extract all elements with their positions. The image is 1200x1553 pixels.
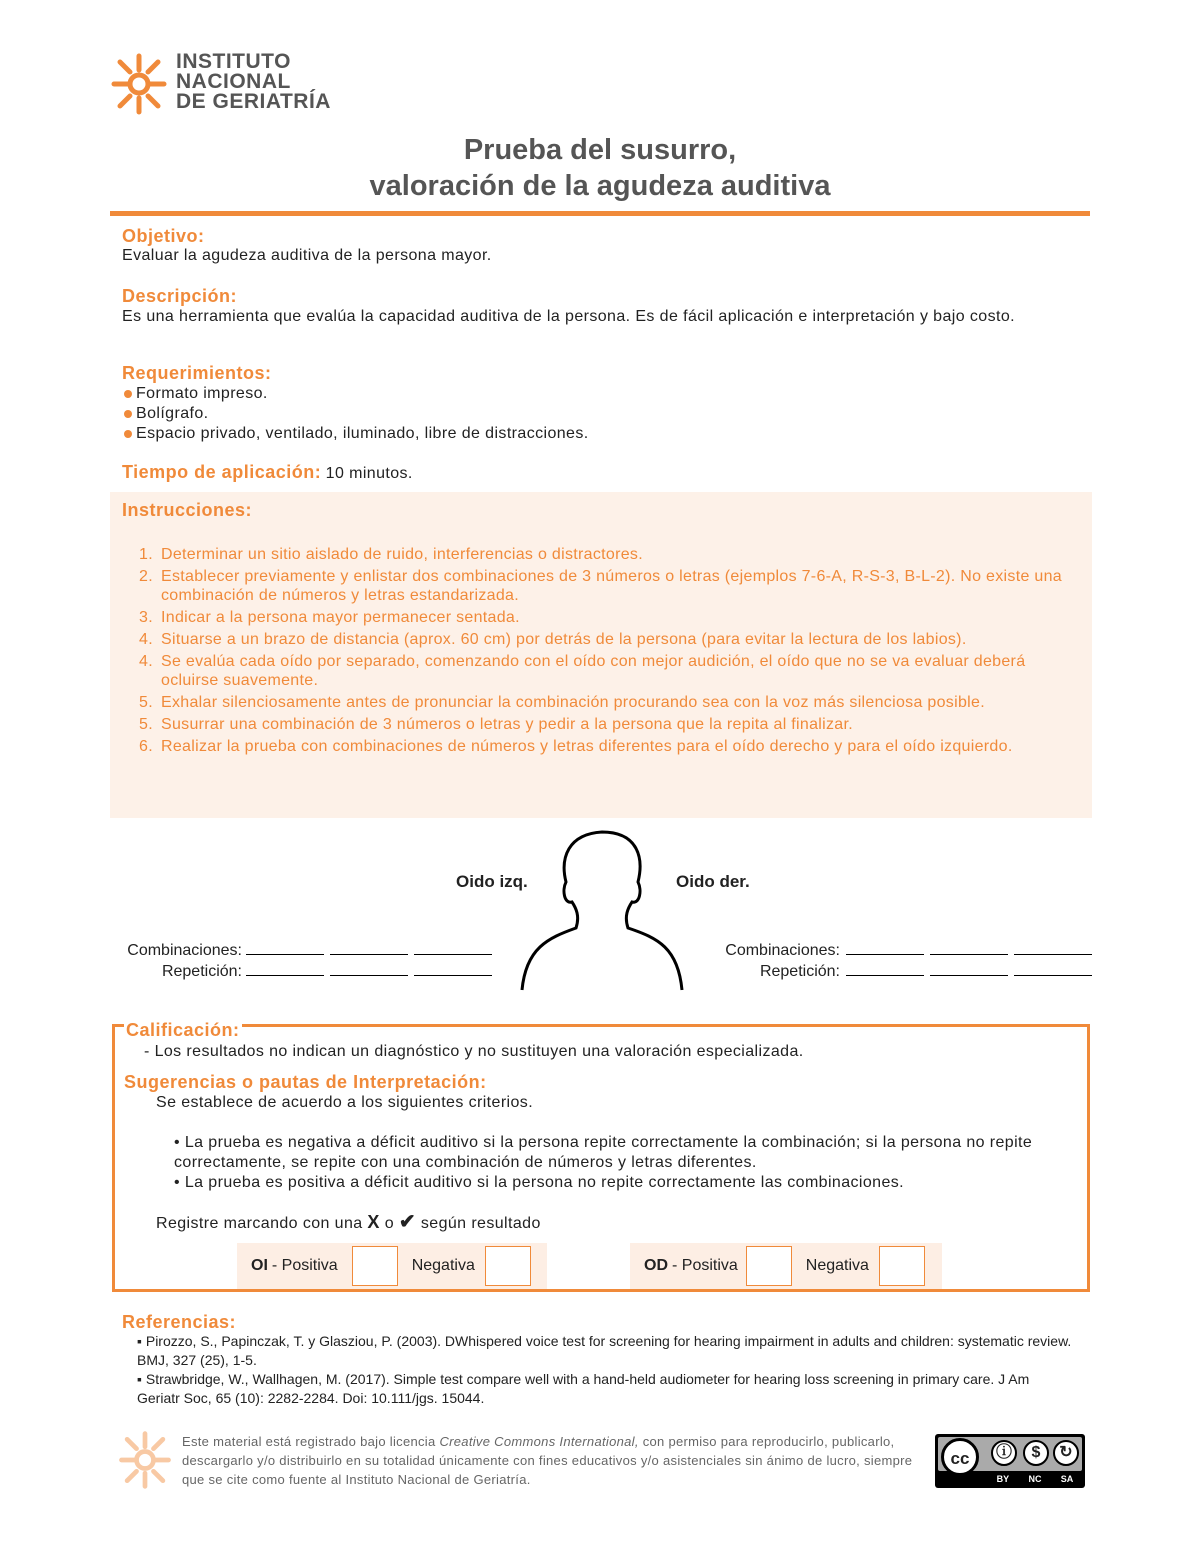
combinaciones-label: Combinaciones:: [725, 942, 840, 959]
list-item: 1. Determinar un sitio aislado de ruido, interferencias o distractores.: [139, 546, 643, 563]
institute-name: [176, 52, 331, 112]
list-item: 4. Situarse a un brazo de distancia (aprox. 60 cm) por detrás de la persona (para evitar la lectura de los labios).: [139, 631, 967, 648]
list-item: 2. Establecer previamente y enlistar dos combinaciones de 3 números o letras (ejemplos 7-6-A, R-S-3, B-L-2). No existe una combinación de números y letras estandarizada.: [139, 568, 1062, 604]
answer-blank[interactable]: [330, 961, 408, 976]
tiempo-section: [122, 462, 413, 483]
left-ear-label: Oido izq.: [456, 872, 528, 891]
nc-icon: $: [1023, 1440, 1049, 1466]
license-text: Este material está registrado bajo licencia Creative Commons International, con permiso para reproducirlo, publicarlo, descargarlo y/o distribuirlo en su totalidad únicamente con fines educativos y/o asistenciales sin ánimo de lucro, siempre que se cite como fuente al Instituto Nacional de Geriatría.: [182, 1434, 913, 1487]
repeticion-label: Repetición:: [161, 963, 242, 980]
x-mark: X: [367, 1212, 380, 1232]
right-combo-blanks: [840, 940, 1092, 982]
calificacion-note: - Los resultados no indican un diagnóstico y no sustituyen una valoración especializada.: [144, 1043, 804, 1060]
descripcion-text: Es una herramienta que evalúa la capacidad auditiva de la persona. Es de fácil aplicación e interpretación y bajo costo.: [122, 308, 1015, 325]
org-line-2: NACIONAL: [176, 70, 291, 93]
left-combo-labels: [112, 940, 242, 982]
requerimientos-section: [122, 363, 589, 444]
calificacion-label: Calificación:: [126, 1020, 240, 1040]
register-instruction: Registre marcando con una X o ✔ según resultado: [156, 1211, 541, 1233]
oi-positive-checkbox[interactable]: [352, 1246, 398, 1286]
criterion-negative: • La prueba es negativa a déficit auditivo si la persona repite correctamente la combinación; si la persona no repite correctamente, se repite con una combinación de números y letras diferentes.: [174, 1134, 1033, 1171]
list-item: Espacio privado, ventilado, iluminado, libre de distracciones.: [118, 424, 589, 444]
descripcion-section: [122, 286, 1084, 326]
requerimientos-list: [118, 384, 589, 444]
title-line-2: valoración de la agudeza auditiva: [369, 170, 831, 202]
objetivo-label: Objetivo:: [122, 226, 205, 246]
negativa-label: Negativa: [411, 1257, 475, 1274]
answer-blank[interactable]: [414, 940, 492, 955]
org-line-1: INSTITUTO: [176, 50, 291, 73]
sa-icon: ↻: [1053, 1440, 1079, 1466]
footer-logo-icon: [114, 1428, 176, 1492]
institute-logo: [108, 50, 170, 118]
descripcion-label: Descripción:: [122, 286, 238, 306]
head-silhouette-icon: [518, 828, 688, 992]
list-item: 5. Exhalar silenciosamente antes de pronunciar la combinación procurando sea con la voz más silenciosa posible.: [139, 694, 985, 711]
reference-item: ▪ Strawbridge, W., Wallhagen, M. (2017). Simple test compare well with a hand-held audiometer for hearing loss screening in primary care. J Am Geriatr Soc, 65 (10): 2282-2284. Doi: 10.111/jgs. 15044.: [137, 1371, 1030, 1406]
check-mark-icon: ✔: [398, 1211, 417, 1233]
objetivo-text: Evaluar la agudeza auditiva de la persona mayor.: [122, 247, 492, 264]
by-icon: ⓘ: [991, 1440, 1017, 1466]
org-line-3: DE GERIATRÍA: [176, 90, 331, 113]
list-item: 6. Realizar la prueba con combinaciones de números y letras diferentes para el oído derecho y para el oído izquierdo.: [139, 738, 1013, 755]
answer-blank[interactable]: [246, 961, 324, 976]
negativa-label: Negativa: [805, 1257, 869, 1274]
od-label: OD: [644, 1257, 668, 1274]
list-item: Bolígrafo.: [118, 404, 589, 424]
header-divider: [110, 211, 1090, 216]
answer-blank[interactable]: [1014, 961, 1092, 976]
cc-license-badge: [935, 1434, 1085, 1488]
right-ear-label: Oido der.: [676, 872, 750, 891]
od-negative-checkbox[interactable]: [879, 1246, 925, 1286]
cc-labels: BY NC SA: [996, 1474, 1074, 1484]
od-positive-checkbox[interactable]: [746, 1246, 792, 1286]
criterios-list: [174, 1133, 1074, 1193]
answer-blank[interactable]: [846, 961, 924, 976]
answer-blank[interactable]: [246, 940, 324, 955]
instrucciones-label: Instrucciones:: [122, 500, 253, 520]
criterios-intro: Se establece de acuerdo a los siguientes criterios.: [156, 1094, 534, 1111]
answer-blank[interactable]: [846, 940, 924, 955]
referencias-label: Referencias:: [122, 1312, 237, 1332]
list-item: 5. Susurrar una combinación de 3 números o letras y pedir a la persona que la repita al finalizar.: [139, 716, 853, 733]
cc-icon: cc: [941, 1438, 979, 1476]
instrucciones-list: [139, 545, 1069, 759]
oi-negative-checkbox[interactable]: [485, 1246, 531, 1286]
answer-blank[interactable]: [930, 940, 1008, 955]
list-item: 3. Indicar a la persona mayor permanecer sentada.: [139, 609, 520, 626]
referencias-list: [137, 1332, 1072, 1408]
answer-blank[interactable]: [330, 940, 408, 955]
positiva-label: - Positiva: [271, 1257, 338, 1274]
combinaciones-label: Combinaciones:: [127, 942, 242, 959]
tiempo-label: Tiempo de aplicación:: [122, 462, 322, 482]
reference-item: ▪ Pirozzo, S., Papinczak, T. y Glasziou, P. (2003). DWhispered voice test for screening for hearing impairment in adults and children: systematic review. BMJ, 327 (25), 1-5.: [137, 1333, 1072, 1368]
list-item: 4. Se evalúa cada oído por separado, comenzando con el oído con mejor audición, el oído que no se va evaluar deberá ocluirse suavemente.: [139, 653, 1026, 689]
oi-result-row: [237, 1243, 547, 1289]
left-combo-blanks: [240, 940, 492, 982]
criterion-positive: • La prueba es positiva a déficit auditivo si la persona no repite correctamente las combinaciones.: [174, 1174, 905, 1191]
list-item: Formato impreso.: [118, 384, 589, 404]
requerimientos-label: Requerimientos:: [122, 363, 272, 383]
tiempo-value: 10 minutos.: [325, 465, 413, 482]
answer-blank[interactable]: [1014, 940, 1092, 955]
title-line-1: Prueba del susurro,: [463, 134, 737, 166]
positiva-label: - Positiva: [672, 1257, 738, 1274]
right-combo-labels: [706, 940, 840, 982]
answer-blank[interactable]: [414, 961, 492, 976]
od-result-row: [630, 1243, 942, 1289]
repeticion-label: Repetición:: [759, 963, 840, 980]
objetivo-section: [122, 226, 492, 265]
page-title: [0, 132, 1200, 204]
oi-label: OI: [251, 1257, 268, 1274]
sugerencias-label: Sugerencias o pautas de Interpretación:: [124, 1072, 487, 1092]
answer-blank[interactable]: [930, 961, 1008, 976]
